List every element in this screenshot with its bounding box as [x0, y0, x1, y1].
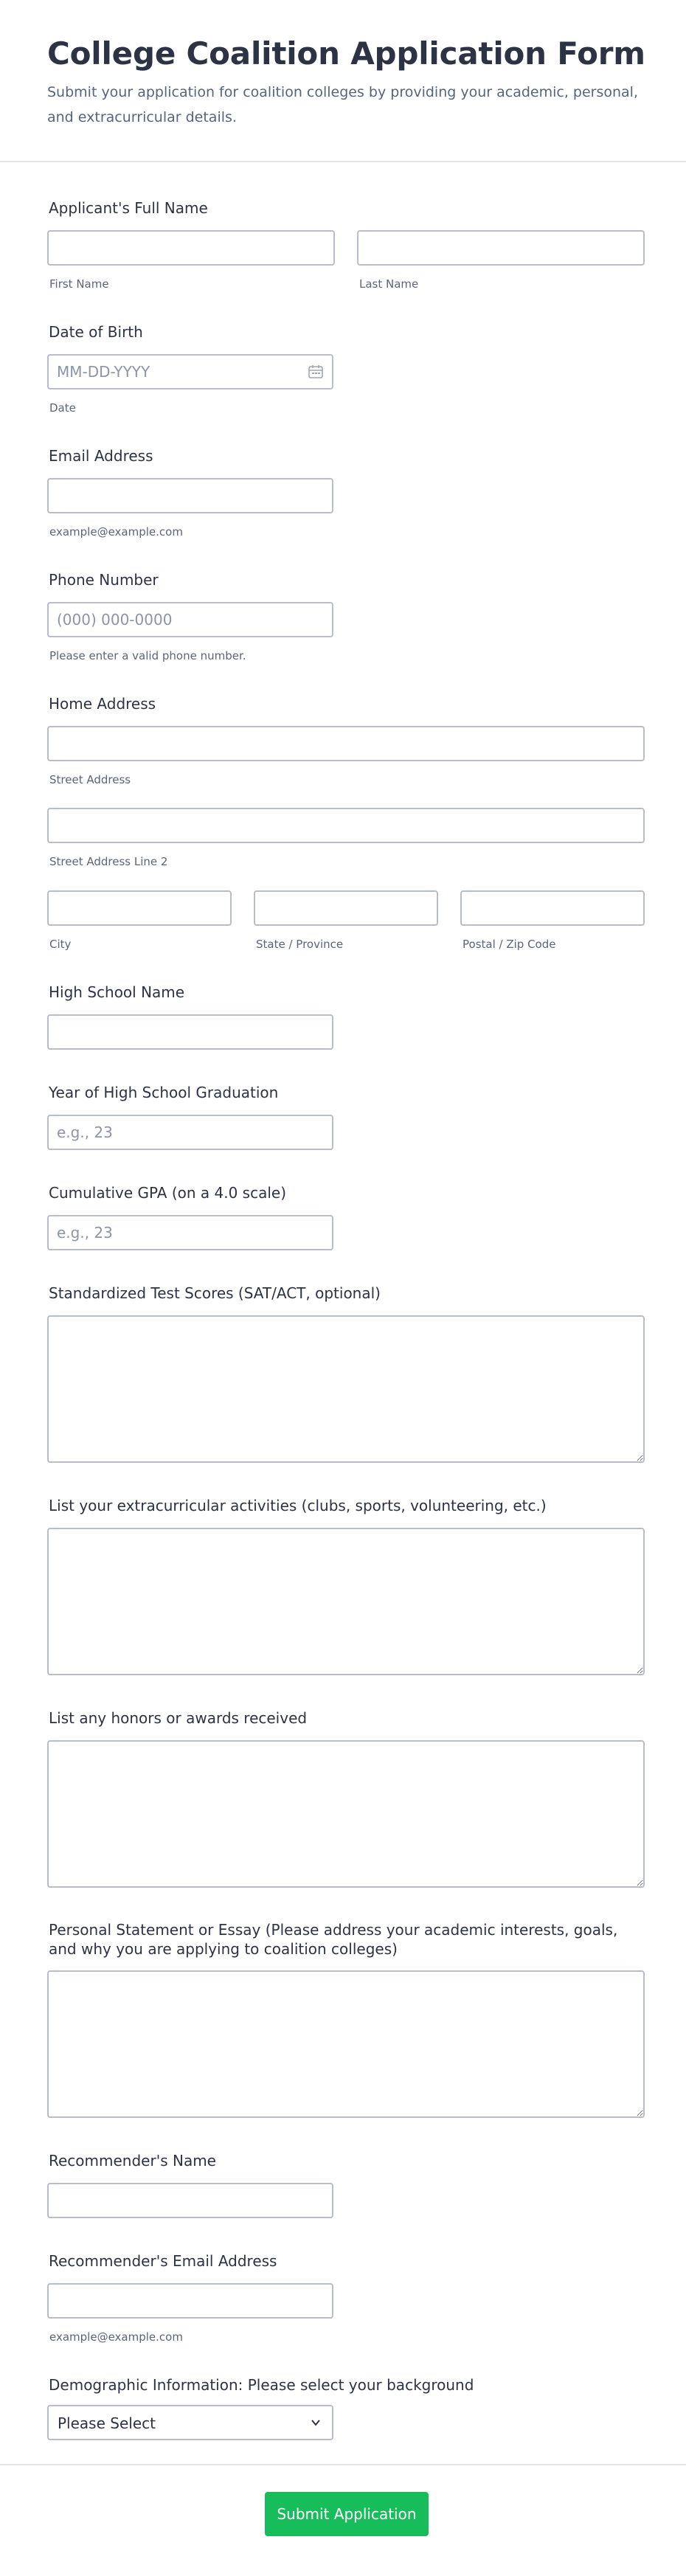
email-label: Email Address — [49, 447, 153, 465]
address-label: Home Address — [49, 695, 156, 713]
high-school-input[interactable] — [47, 1014, 333, 1050]
recommender-email-input[interactable] — [47, 2283, 333, 2319]
form-title: College Coalition Application Form — [47, 35, 645, 72]
dob-label: Date of Birth — [49, 323, 143, 341]
first-name-input[interactable] — [47, 230, 335, 266]
honors-label: List any honors or awards received — [49, 1709, 308, 1727]
dob-sublabel: Date — [49, 401, 76, 415]
honors-textarea[interactable] — [47, 1740, 645, 1888]
high-school-label: High School Name — [49, 983, 185, 1001]
zip-sublabel: Postal / Zip Code — [462, 938, 556, 951]
chevron-down-icon — [310, 2417, 322, 2428]
essay-textarea[interactable] — [47, 1970, 645, 2118]
last-name-input[interactable] — [357, 230, 645, 266]
state-input[interactable] — [254, 890, 438, 926]
last-name-sublabel: Last Name — [359, 277, 419, 291]
demographic-select[interactable] — [47, 2405, 333, 2440]
form-footer — [0, 2464, 686, 2576]
state-sublabel: State / Province — [256, 938, 344, 951]
recommender-name-label: Recommender's Name — [49, 2152, 216, 2170]
test-scores-label: Standardized Test Scores (SAT/ACT, optional) — [49, 1284, 381, 1302]
recommender-email-label: Recommender's Email Address — [49, 2252, 277, 2270]
form-header — [0, 0, 686, 162]
zip-input[interactable] — [460, 890, 645, 926]
street-address-sublabel: Street Address — [49, 773, 131, 786]
dob-input[interactable] — [47, 354, 333, 389]
gpa-input[interactable] — [47, 1215, 333, 1250]
phone-input[interactable] — [47, 602, 333, 637]
email-input[interactable] — [47, 478, 333, 513]
email-sublabel: example@example.com — [49, 525, 183, 539]
first-name-sublabel: First Name — [49, 277, 109, 291]
city-sublabel: City — [49, 938, 72, 951]
recommender-name-input[interactable] — [47, 2183, 333, 2218]
essay-label: Personal Statement or Essay (Please address your academic interests, goals, and why you are applying to coalition colleges) — [49, 1921, 618, 1958]
street-address-line2-input[interactable] — [47, 808, 645, 843]
demographic-selected-value: Please Select — [58, 2414, 156, 2432]
gpa-label: Cumulative GPA (on a 4.0 scale) — [49, 1184, 287, 1202]
street-address-line2-sublabel: Street Address Line 2 — [49, 855, 168, 868]
phone-label: Phone Number — [49, 571, 159, 589]
test-scores-textarea[interactable] — [47, 1315, 645, 1463]
demographic-label: Demographic Information: Please select your background — [49, 2376, 474, 2394]
city-input[interactable] — [47, 890, 232, 926]
full-name-label: Applicant's Full Name — [49, 199, 208, 217]
phone-sublabel: Please enter a valid phone number. — [49, 649, 246, 662]
submit-button[interactable]: Submit Application — [265, 2492, 429, 2536]
grad-year-label: Year of High School Graduation — [49, 1084, 279, 1101]
grad-year-input[interactable] — [47, 1115, 333, 1150]
street-address-input[interactable] — [47, 726, 645, 761]
calendar-icon[interactable] — [308, 365, 323, 378]
extracurriculars-label: List your extracurricular activities (clubs, sports, volunteering, etc.) — [49, 1497, 547, 1514]
form-subtitle: Submit your application for coalition colleges by providing your academic, personal, and extracurricular details. — [47, 84, 638, 125]
recommender-email-sublabel: example@example.com — [49, 2330, 183, 2344]
extracurriculars-textarea[interactable] — [47, 1528, 645, 1675]
